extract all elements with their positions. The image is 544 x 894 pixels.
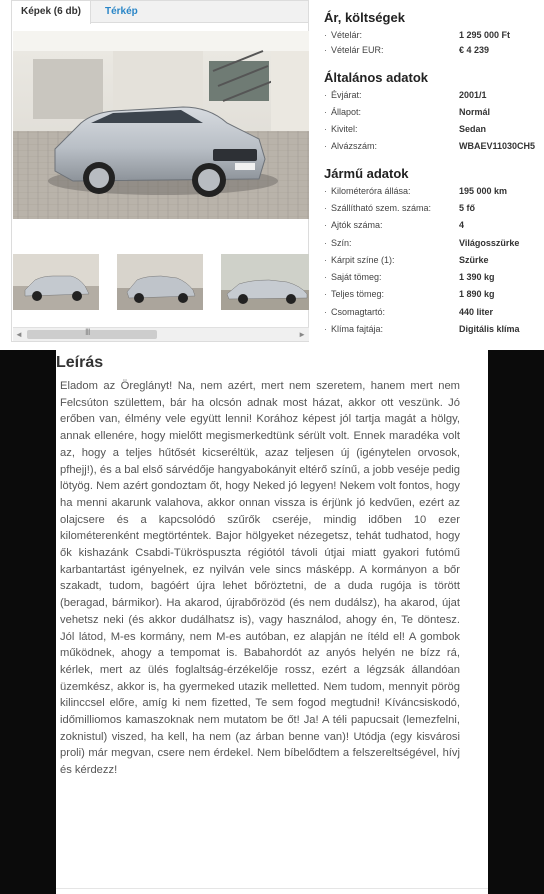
spec-row (324, 220, 544, 235)
tab-photos[interactable]: Képek (6 db) (12, 1, 91, 24)
spec-row (324, 45, 544, 60)
description-section (0, 350, 544, 894)
spec-label: · Kilométeróra állása: (324, 186, 411, 196)
thumbnail-2[interactable] (117, 254, 203, 310)
spec-label: · Kárpit színe (1): (324, 255, 395, 265)
spec-label: · Vételár EUR: (324, 45, 384, 55)
spec-value: 195 000 km (459, 186, 508, 196)
spec-label: · Kivitel: (324, 124, 358, 134)
gallery-scrollbar[interactable] (13, 327, 309, 341)
spec-row (324, 203, 544, 218)
spec-label: · Csomagtartó: (324, 307, 385, 317)
scrollbar-grip-icon: III (85, 327, 90, 337)
spec-label: · Évjárat: (324, 90, 362, 100)
spec-row (324, 141, 544, 156)
main-car-photo[interactable] (13, 31, 309, 219)
spec-row (324, 255, 544, 270)
spec-value: Digitális klíma (459, 324, 520, 334)
thumbnail-3[interactable] (221, 254, 309, 310)
spec-value: 4 (459, 220, 465, 230)
spec-label: · Vételár: (324, 30, 362, 40)
description-text: Eladom az Öreglányt! Na, nem azért, mert nem szeretem, hanem mert nem Felcsúton születtem, bár ha olcsón adnak most házat, akkor ott veszünk. Jó erőben van, élmény vele együtt lenni! Korához képest jól tartja magát a hölgy, annak ellenére, hogy mielőtt megismerkedtünk sérült volt. Ennek maradéka volt az, hogy a teljes hűtősét kicseréltük, azaz teljesen új (igénytelen orvosok, pfhejj!), és a bal első sárvédője hangyabokányit eltérő színű, a jobb veséje pedig lötyög. Nem azért gondoztam őt, hogy Neked jó legyen! Nekem volt fontos, hogy ha menni akarunk valahova, akkor onnan vissza is érjünk jó kedvűen, ezért az olajcsere és a kapcsolódó szűrők cseréje, mindig időben 10 ezer kilométerenként megtörténtek. Bajor hölgyeket nézegetsz, tehát tudhatod, hogy ők kishazánk Csabdi-Tükröspuszta régiótól távoli útjai miatt gyakori futómű karbantartást igényelnek, ez nyilván vele sincs másképp. A kormányon a bőr szakadt, tudom, bagóért újra lehet bőröztetni, de a duda rugója is törött (beragad, bármikor). Ha akarod, újrabőrözöd (és nem dudálsz), ha akarod, újat vehetsz neki (és akkor dudálhatsz is), vagy használod, ahogy én, Te döntesz. Jól látod, M-es kormány, nem M-es autóban, ez alapján ne ítéld el! A gombok működnek, ahogy a tempomat is. Babahordót az anyós helyén ne bízz rá, kérlek, mert az ülés foglaltság-érzékelője rossz, ezért a légzsák állandóan üzemkész, akkor is, ha gyermeked utazik melletted. Nem tudom, mennyit pörög kilinccsel előre, amíg ki nem fizetted, Te sem fogod megtudni! Kíváncsiskodó, időmilliomos kamaszoknak nem mutatom be őt! Ja! A téli papucsait (lemezfelni, zoknistul) viszed, ha kell, ha nem (az árban benne van)! Utódja (egy kisvárosi proli) már megvan, csere nem érdekel. Nem bíbelődtem a felszereltségével, hívj és kérdezz! (60, 380, 460, 777)
spec-label: · Klíma fajtája: (324, 324, 383, 334)
spec-label: · Szín: (324, 238, 352, 248)
spec-value: Sedan (459, 124, 487, 134)
spec-label: · Szállítható szem. száma: (324, 203, 431, 213)
spec-value: 1 890 kg (459, 289, 495, 299)
photo-gallery (11, 0, 309, 342)
spec-label: · Ajtók száma: (324, 220, 383, 230)
spec-value: € 4 239 (459, 45, 490, 55)
listing-top-section (0, 0, 544, 350)
gallery-tabs (12, 1, 308, 23)
spec-label: · Teljes tömeg: (324, 289, 384, 299)
spec-row (324, 238, 544, 253)
thumbnail-strip (13, 254, 309, 310)
scroll-left-arrow-icon[interactable]: ◄ (15, 330, 23, 339)
spec-row (324, 30, 544, 45)
spec-value: 1 295 000 Ft (459, 30, 511, 40)
spec-value: Szürke (459, 255, 489, 265)
spec-row (324, 186, 544, 201)
spec-value: WBAEV11030CH5 (459, 141, 536, 151)
spec-value: Normál (459, 107, 491, 117)
spec-row (324, 107, 544, 122)
scrollbar-thumb[interactable] (27, 327, 157, 339)
spec-value: 2001/1 (459, 90, 487, 100)
spec-label: · Állapot: (324, 107, 361, 117)
spec-value: 440 liter (459, 307, 494, 317)
spec-row (324, 124, 544, 139)
description-title: Leírás (56, 354, 104, 371)
spec-label: · Saját tömeg: (324, 272, 382, 282)
section-title-vehicle: Jármű adatok (324, 166, 409, 181)
spec-row (324, 324, 544, 339)
description-panel (56, 350, 488, 894)
section-title-price: Ár, költségek (324, 10, 405, 25)
spec-value: 1 390 kg (459, 272, 495, 282)
spec-row (324, 90, 544, 105)
divider (56, 888, 488, 889)
tab-map[interactable]: Térkép (105, 6, 138, 17)
spec-value: 5 fő (459, 203, 476, 213)
spec-row (324, 272, 544, 287)
spec-label: · Alvázszám: (324, 141, 377, 151)
spec-row (324, 289, 544, 304)
specs-panel (318, 0, 544, 350)
spec-row (324, 307, 544, 322)
section-title-general: Általános adatok (324, 70, 429, 85)
spec-value: Világosszürke (459, 238, 520, 248)
thumbnail-1[interactable] (13, 254, 99, 310)
scroll-right-arrow-icon[interactable]: ► (298, 330, 306, 339)
